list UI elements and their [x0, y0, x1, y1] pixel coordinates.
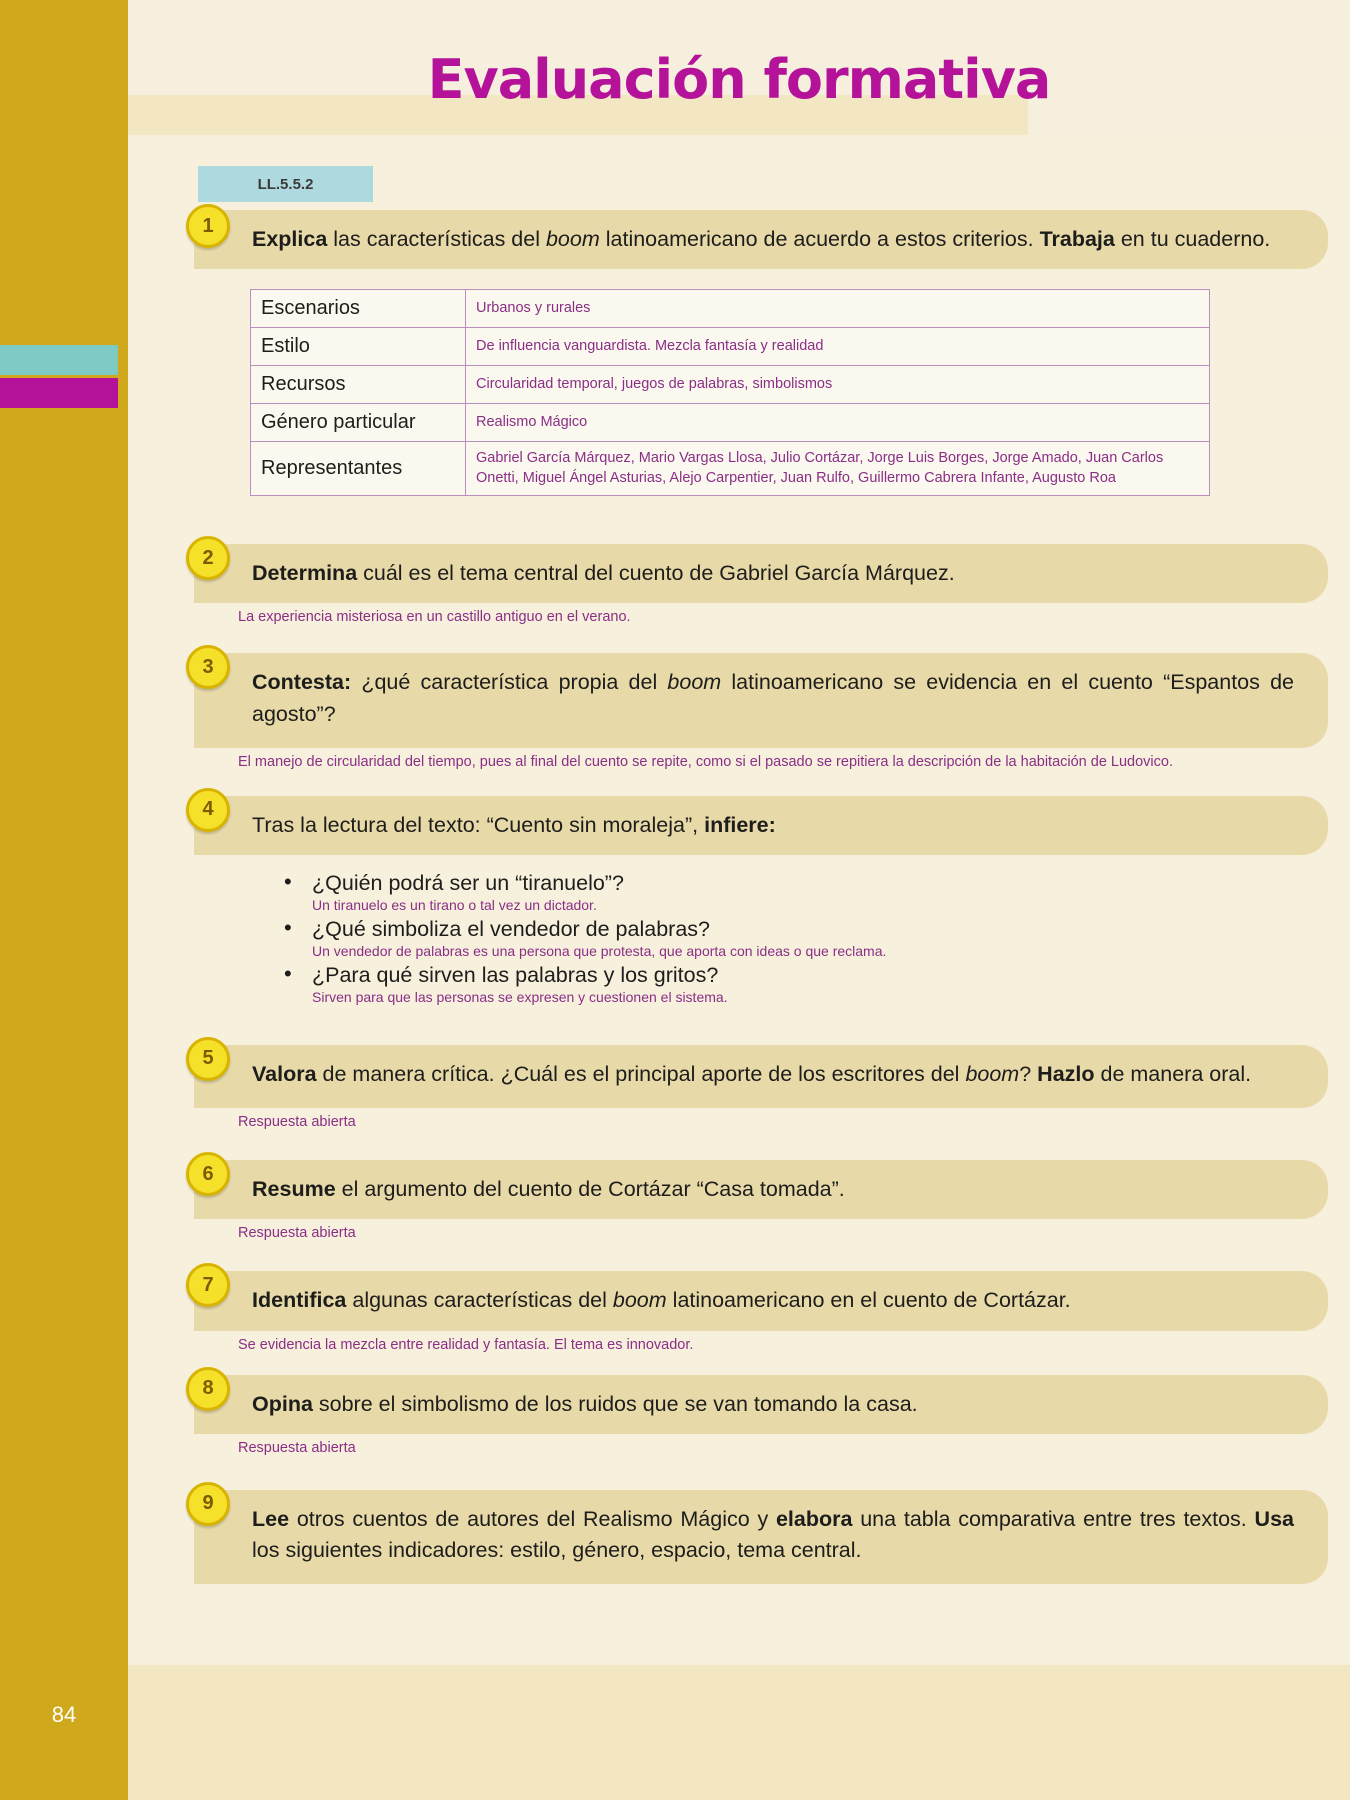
- question-text: Tras la lectura del texto: “Cuento sin moraleja”, infiere:: [252, 812, 776, 837]
- criteria-table: [250, 289, 1210, 496]
- bullet-question: • ¿Qué simboliza el vendedor de palabras?: [278, 917, 1350, 942]
- answer-text: Respuesta abierta: [238, 1225, 356, 1242]
- question-2: [128, 544, 1350, 625]
- criteria-value: Urbanos y rurales: [466, 290, 1210, 328]
- question-4: [128, 796, 1350, 1005]
- question-text: Determina cuál es el tema central del cuento de Gabriel García Márquez.: [252, 561, 955, 586]
- question-bubble: [194, 796, 1328, 855]
- criteria-label: Escenarios: [251, 290, 466, 328]
- question-number-badge: 5: [186, 1037, 230, 1081]
- criteria-value: Circularidad temporal, juegos de palabras, simbolismos: [466, 366, 1210, 404]
- page-number: 84: [51, 1702, 77, 1727]
- question-text: Lee otros cuentos de autores del Realismo Mágico y elabora una tabla comparativa entre tres textos. Usa los siguientes indicadores: estilo, género, espacio, tema central.: [252, 1506, 1294, 1562]
- magenta-marker-bar: [0, 378, 118, 408]
- question-number-badge: 6: [186, 1152, 230, 1196]
- list-item: [278, 963, 1350, 1005]
- question-number-badge: 1: [186, 204, 230, 248]
- question-text: Contesta: ¿qué característica propia del boom latinoamericano se evidencia en el cuento “Espantos de agosto”?: [252, 670, 1294, 726]
- bullet-answer: Un vendedor de palabras es una persona que protesta, que aporta con ideas o que reclama.: [312, 942, 887, 959]
- question-bubble: [194, 1375, 1328, 1434]
- questions-container: [128, 210, 1350, 1584]
- teal-marker-bar: [0, 345, 118, 375]
- question-bubble: [194, 1045, 1328, 1108]
- question-number-badge: 7: [186, 1263, 230, 1307]
- question-bubble: [194, 653, 1328, 747]
- question-bubble: [194, 1160, 1328, 1219]
- criteria-value: Realismo Mágico: [466, 404, 1210, 442]
- page-title: Evaluación formativa: [427, 48, 1051, 111]
- criteria-value: De influencia vanguardista. Mezcla fantasía y realidad: [466, 328, 1210, 366]
- answer-text: El manejo de circularidad del tiempo, pues al final del cuento se repite, como si el pasado se repitiera la descripción de la habitación de Ludovico.: [238, 753, 1173, 770]
- question-number-badge: 3: [186, 645, 230, 689]
- bottom-strip: [0, 1665, 1350, 1800]
- question-3: [128, 653, 1350, 769]
- question-9: [128, 1490, 1350, 1584]
- question-text: Identifica algunas características del boom latinoamericano en el cuento de Cortázar.: [252, 1288, 1071, 1313]
- list-item: [278, 871, 1350, 913]
- table-row: [251, 366, 1210, 404]
- question-bubble: [194, 544, 1328, 603]
- question-number-badge: 2: [186, 536, 230, 580]
- table-row: [251, 328, 1210, 366]
- criteria-label: Recursos: [251, 366, 466, 404]
- answer-text: Respuesta abierta: [238, 1114, 356, 1131]
- question-text: Opina sobre el simbolismo de los ruidos que se van tomando la casa.: [252, 1391, 918, 1416]
- question-number-badge: 9: [186, 1482, 230, 1526]
- answer-text: La experiencia misteriosa en un castillo antiguo en el verano.: [238, 609, 631, 626]
- bullet-question: • ¿Quién podrá ser un “tiranuelo”?: [278, 871, 1350, 896]
- question-8: [128, 1375, 1350, 1456]
- question-text: Explica las características del boom latinoamericano de acuerdo a estos criterios. Trabaja en tu cuaderno.: [252, 227, 1271, 251]
- bullet-answer: Un tiranuelo es un tirano o tal vez un dictador.: [312, 896, 597, 913]
- question-6: [128, 1160, 1350, 1241]
- table-row: [251, 442, 1210, 496]
- criteria-table-body: [251, 290, 1210, 496]
- question-1: [128, 210, 1350, 496]
- answer-text: Respuesta abierta: [238, 1439, 356, 1456]
- criteria-label: Género particular: [251, 404, 466, 442]
- table-row: [251, 404, 1210, 442]
- bottom-left-gold: [0, 1665, 128, 1800]
- criteria-value: Gabriel García Márquez, Mario Vargas Llosa, Julio Cortázar, Jorge Luis Borges, Jorge Amado, Juan Carlos Onetti, Miguel Ángel Asturias, Alejo Carpentier, Juan Rulfo, Guillermo Cabrera Infante, Augusto Roa: [466, 442, 1210, 496]
- question-text: Valora de manera crítica. ¿Cuál es el principal aporte de los escritores del boom? Hazlo de manera oral.: [252, 1061, 1252, 1086]
- criteria-label: Estilo: [251, 328, 466, 366]
- criteria-label: Representantes: [251, 442, 466, 496]
- inference-bullets: [278, 871, 1350, 1005]
- question-text: Resume el argumento del cuento de Cortázar “Casa tomada”.: [252, 1177, 845, 1202]
- standard-code-chip: LL.5.5.2: [198, 166, 373, 202]
- question-number-badge: 8: [186, 1367, 230, 1411]
- top-band-left-gold: [0, 0, 128, 135]
- answer-text: Se evidencia la mezcla entre realidad y fantasía. El tema es innovador.: [238, 1336, 694, 1353]
- bullet-question: • ¿Para qué sirven las palabras y los gritos?: [278, 963, 1350, 988]
- gold-side-tab: [0, 135, 128, 350]
- bullet-answer: Sirven para que las personas se expresen y cuestionen el sistema.: [312, 988, 728, 1005]
- table-row: [251, 290, 1210, 328]
- question-bubble: [194, 210, 1328, 269]
- list-item: [278, 917, 1350, 959]
- question-number-badge: 4: [186, 788, 230, 832]
- question-bubble: [194, 1490, 1328, 1584]
- question-bubble: [194, 1271, 1328, 1330]
- question-7: [128, 1271, 1350, 1352]
- question-5: [128, 1045, 1350, 1130]
